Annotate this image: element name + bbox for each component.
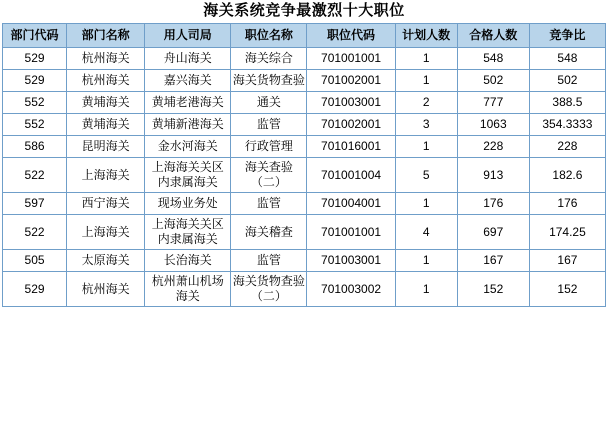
cell-department-name: 黄埔海关 bbox=[67, 114, 145, 136]
cell-department-code: 552 bbox=[3, 114, 67, 136]
cell-position-name: 海关货物查验（二） bbox=[231, 272, 307, 307]
cell-planned-count: 1 bbox=[395, 193, 457, 215]
table-row bbox=[3, 70, 606, 92]
column-header-employing-bureau: 用人司局 bbox=[145, 24, 231, 48]
cell-qualified-count: 913 bbox=[457, 158, 529, 193]
table-row bbox=[3, 114, 606, 136]
cell-planned-count: 1 bbox=[395, 136, 457, 158]
cell-employing-bureau: 上海海关关区内隶属海关 bbox=[145, 215, 231, 250]
table-header-row bbox=[3, 24, 606, 48]
cell-employing-bureau: 现场业务处 bbox=[145, 193, 231, 215]
cell-position-code: 701016001 bbox=[307, 136, 395, 158]
cell-competition-ratio: 167 bbox=[529, 250, 605, 272]
cell-employing-bureau: 上海海关关区内隶属海关 bbox=[145, 158, 231, 193]
cell-planned-count: 5 bbox=[395, 158, 457, 193]
column-header-department-name: 部门名称 bbox=[67, 24, 145, 48]
cell-position-name: 海关货物查验 bbox=[231, 70, 307, 92]
cell-position-code: 701002001 bbox=[307, 114, 395, 136]
cell-employing-bureau: 杭州萧山机场海关 bbox=[145, 272, 231, 307]
cell-competition-ratio: 152 bbox=[529, 272, 605, 307]
cell-employing-bureau: 长治海关 bbox=[145, 250, 231, 272]
cell-department-code: 552 bbox=[3, 92, 67, 114]
cell-qualified-count: 697 bbox=[457, 215, 529, 250]
cell-position-name: 海关综合 bbox=[231, 48, 307, 70]
competition-table bbox=[2, 23, 606, 307]
cell-competition-ratio: 228 bbox=[529, 136, 605, 158]
cell-planned-count: 3 bbox=[395, 114, 457, 136]
table-row bbox=[3, 92, 606, 114]
cell-position-name: 海关查验（二） bbox=[231, 158, 307, 193]
cell-qualified-count: 152 bbox=[457, 272, 529, 307]
cell-competition-ratio: 354.3333 bbox=[529, 114, 605, 136]
column-header-position-name: 职位名称 bbox=[231, 24, 307, 48]
cell-department-name: 黄埔海关 bbox=[67, 92, 145, 114]
column-header-competition-ratio: 竞争比 bbox=[529, 24, 605, 48]
cell-position-code: 701001004 bbox=[307, 158, 395, 193]
cell-position-name: 监管 bbox=[231, 114, 307, 136]
cell-employing-bureau: 金水河海关 bbox=[145, 136, 231, 158]
cell-department-name: 杭州海关 bbox=[67, 272, 145, 307]
cell-department-name: 上海海关 bbox=[67, 158, 145, 193]
cell-planned-count: 1 bbox=[395, 70, 457, 92]
table-body bbox=[3, 48, 606, 307]
table-row bbox=[3, 158, 606, 193]
cell-competition-ratio: 388.5 bbox=[529, 92, 605, 114]
cell-planned-count: 2 bbox=[395, 92, 457, 114]
cell-position-code: 701003001 bbox=[307, 92, 395, 114]
cell-department-name: 西宁海关 bbox=[67, 193, 145, 215]
cell-department-name: 上海海关 bbox=[67, 215, 145, 250]
cell-position-name: 行政管理 bbox=[231, 136, 307, 158]
table-row bbox=[3, 48, 606, 70]
column-header-planned-count: 计划人数 bbox=[395, 24, 457, 48]
cell-position-code: 701001001 bbox=[307, 215, 395, 250]
cell-department-name: 太原海关 bbox=[67, 250, 145, 272]
cell-position-code: 701002001 bbox=[307, 70, 395, 92]
cell-position-code: 701003001 bbox=[307, 250, 395, 272]
cell-department-name: 杭州海关 bbox=[67, 70, 145, 92]
cell-qualified-count: 228 bbox=[457, 136, 529, 158]
table-row bbox=[3, 193, 606, 215]
cell-department-code: 529 bbox=[3, 70, 67, 92]
cell-position-name: 通关 bbox=[231, 92, 307, 114]
cell-competition-ratio: 548 bbox=[529, 48, 605, 70]
cell-qualified-count: 1063 bbox=[457, 114, 529, 136]
cell-position-code: 701003002 bbox=[307, 272, 395, 307]
cell-employing-bureau: 舟山海关 bbox=[145, 48, 231, 70]
column-header-qualified-count: 合格人数 bbox=[457, 24, 529, 48]
cell-qualified-count: 548 bbox=[457, 48, 529, 70]
cell-department-code: 529 bbox=[3, 272, 67, 307]
table-row bbox=[3, 136, 606, 158]
cell-department-name: 昆明海关 bbox=[67, 136, 145, 158]
cell-qualified-count: 777 bbox=[457, 92, 529, 114]
cell-planned-count: 1 bbox=[395, 48, 457, 70]
cell-employing-bureau: 黄埔老港海关 bbox=[145, 92, 231, 114]
cell-position-name: 监管 bbox=[231, 250, 307, 272]
cell-department-code: 586 bbox=[3, 136, 67, 158]
cell-competition-ratio: 502 bbox=[529, 70, 605, 92]
cell-qualified-count: 176 bbox=[457, 193, 529, 215]
cell-department-code: 522 bbox=[3, 158, 67, 193]
cell-qualified-count: 167 bbox=[457, 250, 529, 272]
cell-employing-bureau: 黄埔新港海关 bbox=[145, 114, 231, 136]
column-header-position-code: 职位代码 bbox=[307, 24, 395, 48]
cell-position-name: 监管 bbox=[231, 193, 307, 215]
cell-planned-count: 1 bbox=[395, 250, 457, 272]
table-row bbox=[3, 250, 606, 272]
table-header bbox=[3, 24, 606, 48]
table-row bbox=[3, 272, 606, 307]
column-header-department-code: 部门代码 bbox=[3, 24, 67, 48]
cell-competition-ratio: 174.25 bbox=[529, 215, 605, 250]
cell-department-code: 597 bbox=[3, 193, 67, 215]
cell-department-code: 529 bbox=[3, 48, 67, 70]
cell-position-code: 701004001 bbox=[307, 193, 395, 215]
cell-employing-bureau: 嘉兴海关 bbox=[145, 70, 231, 92]
cell-position-code: 701001001 bbox=[307, 48, 395, 70]
cell-qualified-count: 502 bbox=[457, 70, 529, 92]
cell-planned-count: 1 bbox=[395, 272, 457, 307]
cell-department-code: 505 bbox=[3, 250, 67, 272]
cell-competition-ratio: 182.6 bbox=[529, 158, 605, 193]
cell-department-code: 522 bbox=[3, 215, 67, 250]
table-row bbox=[3, 215, 606, 250]
cell-department-name: 杭州海关 bbox=[67, 48, 145, 70]
cell-planned-count: 4 bbox=[395, 215, 457, 250]
cell-competition-ratio: 176 bbox=[529, 193, 605, 215]
cell-position-name: 海关稽查 bbox=[231, 215, 307, 250]
page-title: 海关系统竞争最激烈十大职位 bbox=[203, 2, 405, 19]
